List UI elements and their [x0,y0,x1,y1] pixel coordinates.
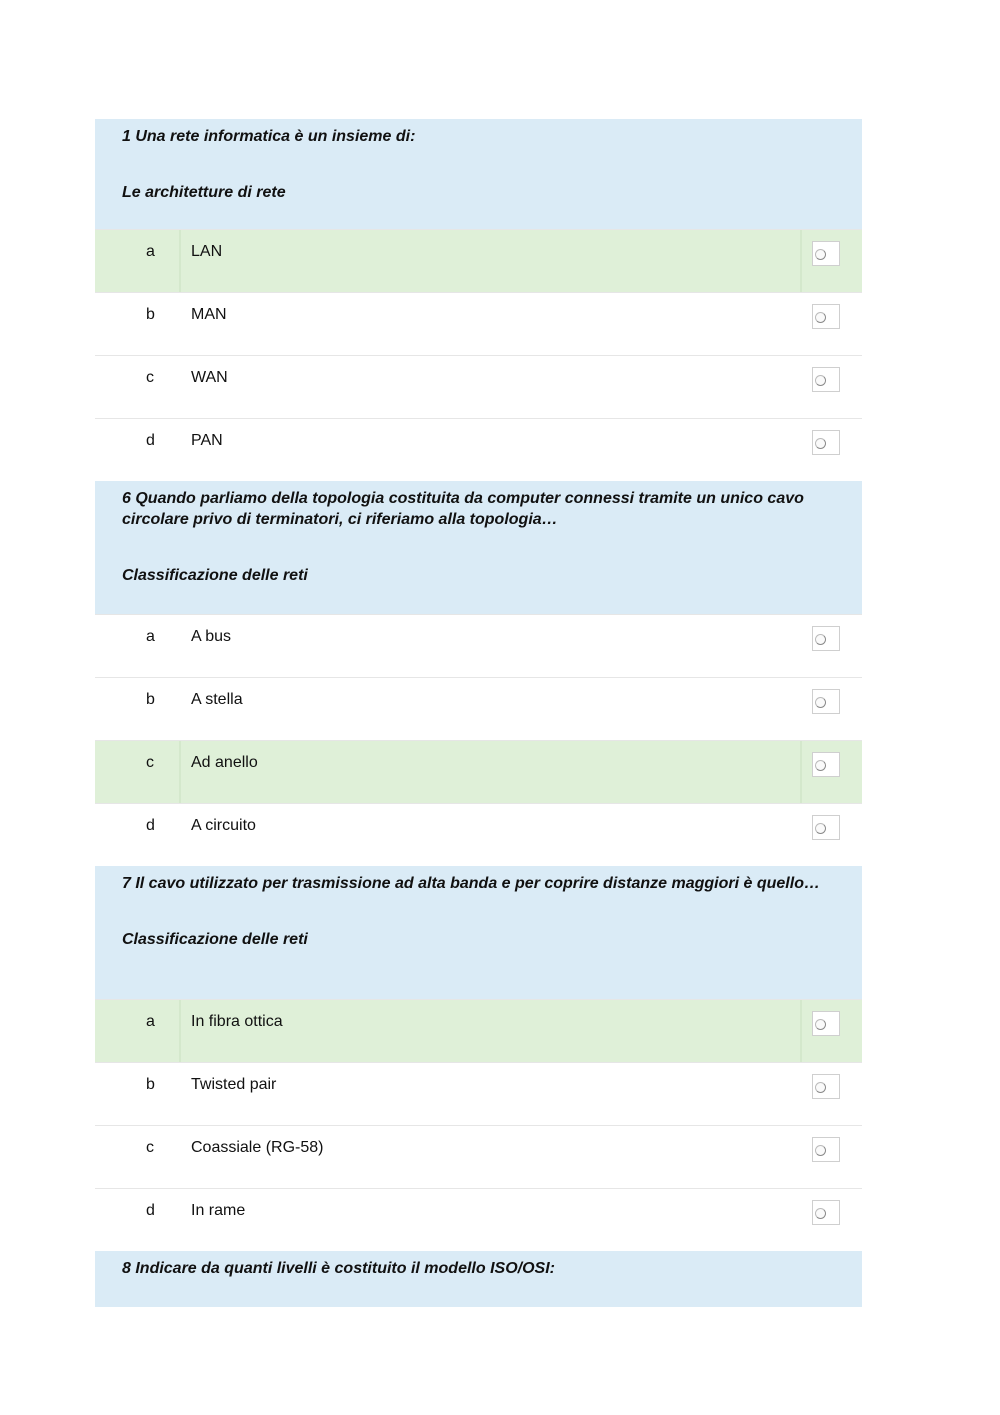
radio-circle-icon [815,375,826,386]
question-header [95,1251,862,1307]
radio-circle-icon [815,249,826,260]
option-letter: d [146,1202,155,1219]
option-text: Ad anello [191,754,258,771]
radio-button[interactable] [812,1137,840,1162]
radio-circle-icon [815,1208,826,1219]
radio-button[interactable] [812,752,840,777]
option-text: A bus [191,628,232,645]
radio-circle-icon [815,438,826,449]
answer-option-b[interactable] [95,292,862,355]
radio-circle-icon [815,312,826,323]
option-text: LAN [191,243,223,260]
answer-option-c[interactable] [95,740,862,803]
question-header [95,481,862,614]
option-letter: c [146,754,154,771]
radio-circle-icon [815,823,826,834]
answer-option-b[interactable] [95,677,862,740]
option-text: PAN [191,432,223,449]
radio-button[interactable] [812,689,840,714]
answer-option-c[interactable] [95,1125,862,1188]
option-text: WAN [191,369,228,386]
question-title: 6 Quando parliamo della topologia costituita da computer connessi tramite un unico cavo circolare privo di terminatori, ci riferiamo alla topologia… [122,490,804,528]
radio-button[interactable] [812,1011,840,1036]
question-topic: Classificazione delle reti [122,567,308,584]
radio-circle-icon [815,634,826,645]
answer-option-a[interactable] [95,229,862,292]
option-text: In fibra ottica [191,1013,283,1030]
answer-option-b[interactable] [95,1062,862,1125]
option-letter: c [146,369,154,386]
question-topic: Le architetture di rete [122,184,286,201]
question-header [95,119,862,229]
option-letter: a [146,1013,155,1030]
question-header [95,866,862,999]
option-letter: d [146,817,155,834]
option-letter: a [146,628,155,645]
radio-button[interactable] [812,241,840,266]
option-text: A stella [191,691,243,708]
radio-circle-icon [815,1082,826,1093]
answer-option-c[interactable] [95,355,862,418]
radio-button[interactable] [812,815,840,840]
answer-option-d[interactable] [95,418,862,481]
radio-button[interactable] [812,367,840,392]
radio-button[interactable] [812,1200,840,1225]
radio-circle-icon [815,760,826,771]
radio-button[interactable] [812,1074,840,1099]
radio-circle-icon [815,1019,826,1030]
option-text: Coassiale (RG-58) [191,1139,324,1156]
option-letter: a [146,243,155,260]
option-letter: b [146,691,155,708]
option-letter: c [146,1139,154,1156]
radio-button[interactable] [812,626,840,651]
question-title: 7 Il cavo utilizzato per trasmissione ad alta banda e per coprire distanze maggiori è quello… [122,875,820,892]
option-text: Twisted pair [191,1076,277,1093]
option-letter: b [146,1076,155,1093]
radio-circle-icon [815,1145,826,1156]
question-title: 1 Una rete informatica è un insieme di: [122,128,416,145]
radio-button[interactable] [812,304,840,329]
option-letter: d [146,432,155,449]
option-letter: b [146,306,155,323]
option-text: In rame [191,1202,246,1219]
option-text: A circuito [191,817,256,834]
radio-button[interactable] [812,430,840,455]
question-topic: Classificazione delle reti [122,931,308,948]
answer-option-a[interactable] [95,999,862,1062]
question-title: 8 Indicare da quanti livelli è costituito il modello ISO/OSI: [122,1260,555,1277]
answer-option-a[interactable] [95,614,862,677]
option-text: MAN [191,306,227,323]
quiz-sheet [95,119,862,1307]
answer-option-d[interactable] [95,803,862,866]
answer-option-d[interactable] [95,1188,862,1251]
radio-circle-icon [815,697,826,708]
